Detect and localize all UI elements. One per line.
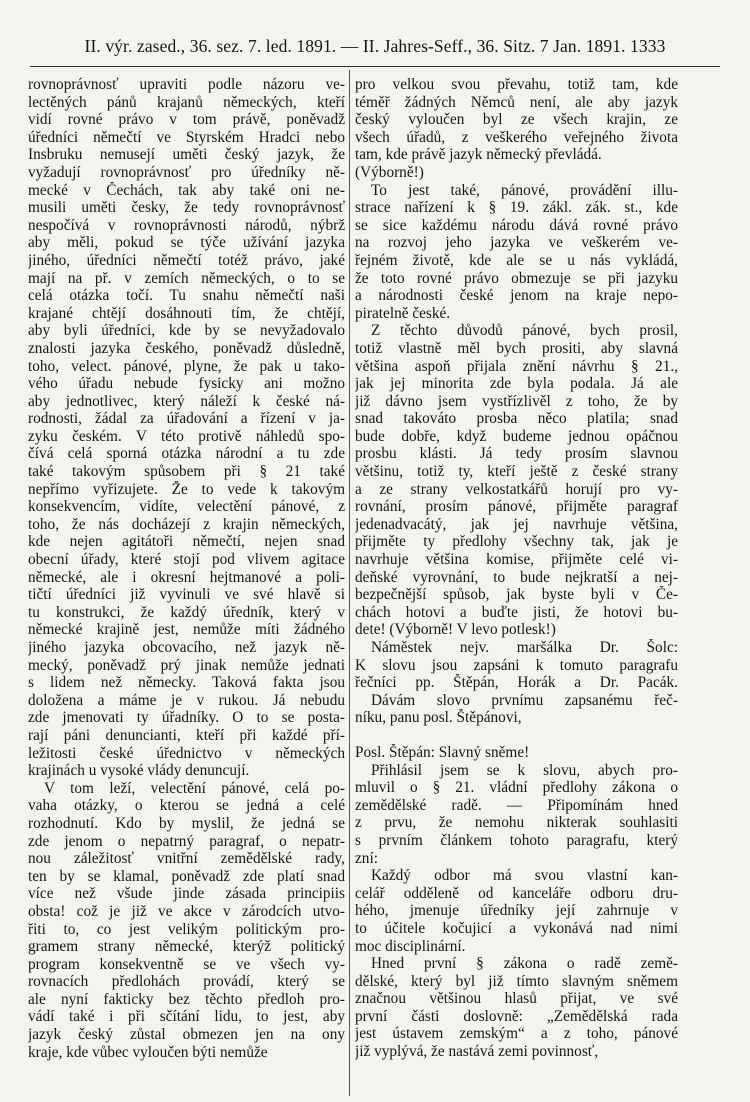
text-line: (Výborně!) bbox=[355, 163, 424, 181]
text-line: ten by se klamal, poněvadž zde platí snad bbox=[28, 867, 345, 885]
text-line: a ze strany velkostatkářů horují pro vy- bbox=[355, 480, 678, 498]
text-line: mají na př. v zemích německých, o to se bbox=[28, 269, 345, 287]
text-line: přijměte ty předlohy všechny tak, jak je bbox=[355, 533, 678, 551]
text-line: znalosti jazyka českého, poněvadž důsledně, bbox=[28, 339, 345, 357]
text-line: K slovu jsou zapsáni k tomuto paragrafu bbox=[355, 656, 678, 674]
text-line: celá otázka točí. Tu snahu němečtí naši bbox=[28, 287, 345, 305]
text-line: Z těchto důvodů pánové, bych prosil, bbox=[371, 322, 678, 340]
text-line: prosbu klásti. Já tedy prosím slavnou bbox=[355, 445, 678, 463]
text-line bbox=[355, 727, 678, 744]
column-divider bbox=[349, 70, 350, 1096]
text-line: Každý odbor má svou vlastní kan- bbox=[371, 867, 678, 885]
text-line: toho, že nás docházejí z krajin německých, bbox=[28, 515, 345, 533]
text-line: vidí rovné právo v tom právě, poněvadž bbox=[28, 111, 345, 129]
text-line: moc disciplinární. bbox=[355, 937, 466, 955]
text-line: již dávno jsem vystřízlivěl z toho, že by bbox=[355, 392, 678, 410]
text-line: nou záležitosť vnitřní zemědělské rady, bbox=[28, 850, 345, 868]
text-line: zemědělské radě. — Připomínám hned bbox=[355, 796, 678, 814]
text-line: mecký, poněvadž prý jinak nemůže jednati bbox=[28, 656, 345, 674]
text-line: Dávám slovo prvnímu zapsanému řeč- bbox=[371, 691, 678, 709]
text-line: toho, velect. pánové, plyne, že pak u tako- bbox=[28, 357, 345, 375]
text-line: zní: bbox=[355, 849, 378, 867]
text-line: vyžadují rovnoprávnosť pro úředníky ně- bbox=[28, 163, 345, 181]
text-line: dete! (Výborně! V levo potlesk!) bbox=[355, 621, 556, 639]
text-line: řiti to, co jest velikým politickým pro- bbox=[28, 920, 345, 938]
text-line: deňské vyrovnání, to bude nejkratší a nej- bbox=[355, 568, 678, 586]
text-line: se sice každému národu dává rovné právo bbox=[355, 216, 678, 234]
text-line: již vyplývá, že nastává zemi povinnosť, bbox=[355, 1043, 599, 1061]
text-line: strace nařízení k § 19. zákl. zák. st., kde bbox=[355, 199, 678, 217]
text-line: mecké v Čechách, tak aby také oni ne- bbox=[28, 181, 345, 199]
text-line: ale nyní fakticky bez těchto předloh pro- bbox=[28, 990, 345, 1008]
text-line: rovnání, prosím pánové, přijměte paragraf bbox=[355, 498, 678, 516]
text-line: na rozvoj jeho jazyka ve veškerém ve- bbox=[355, 234, 678, 252]
text-line: aby jednotlivec, který náleží k české ná- bbox=[28, 392, 345, 410]
text-line: kraje, kde vůbec vyloučen býti nemůže bbox=[28, 1043, 268, 1061]
text-line: zde jmenovati ty úřadníky. O to se posta- bbox=[28, 709, 345, 727]
text-line: bezpečnější spůsob, jak byste byli v Če- bbox=[355, 586, 678, 604]
text-line: jedenadvacátý, jak jej navrhuje většina, bbox=[355, 515, 678, 533]
text-line: rozhodnutí. Kdo by myslil, že jedná se bbox=[28, 814, 345, 832]
text-line: čívá celá sporná otázka národní a tu zde bbox=[28, 445, 345, 463]
text-line: aby měli, pokud se týče užívání jazyka bbox=[28, 234, 345, 252]
text-line: více než všude jinde zásada principiis bbox=[28, 885, 345, 903]
text-line: rají páni denuncianti, kteří při každé pří- bbox=[28, 726, 345, 744]
left-column bbox=[28, 76, 345, 1086]
text-line: většinu, totiž ty, kteří ještě z české strany bbox=[355, 463, 678, 481]
text-line: bude dobře, když budeme jednou opáčnou bbox=[355, 427, 678, 445]
text-line: doložena a máme je v rukou. Já nebudu bbox=[28, 691, 345, 709]
text-line: Hned první § zákona o radě země- bbox=[371, 955, 678, 973]
text-line: Náměstek nejv. maršálka Dr. Šolc: bbox=[371, 639, 678, 656]
text-line: krajinách u vysoké vlády denuncují. bbox=[28, 762, 250, 780]
text-line: Insbruku nemusejí uměti český jazyk, že bbox=[28, 146, 345, 164]
text-line: rovnacích předlohách provádí, který se bbox=[28, 973, 345, 991]
text-line: nepřímo vyřizujete. Že to vede k takovým bbox=[28, 480, 345, 498]
text-line: z prvu, že nemohu nikterak souhlasiti bbox=[355, 814, 678, 832]
running-header: II. výr. zased., 36. sez. 7. led. 1891. — II. Jahres-Seff., 36. Sitz. 7 Jan. 1891. 1333 bbox=[84, 36, 666, 56]
text-line: lectěných pánů krajanů německých, kteří bbox=[28, 93, 345, 111]
text-line: musili uměti česky, že tedy rovnoprávnosť bbox=[28, 199, 345, 217]
text-line: český vyloučen byl ze všech krajin, ze bbox=[355, 111, 678, 129]
text-line: aby byli úředníci, kde by se nevyžadovalo bbox=[28, 322, 345, 340]
text-line: že toto rovné právo obmezuje se při jazyku bbox=[355, 269, 678, 287]
text-line: tičtí úředníci již vyvinuli ve své hlavě si bbox=[28, 586, 345, 604]
text-line: první části doslovně: „Zemědělská rada bbox=[355, 1007, 678, 1025]
text-line: totiž vlastně měl bych prositi, aby slavná bbox=[355, 339, 678, 357]
text-line: zde jenom o nepatrný paragraf, o nepatr- bbox=[28, 832, 345, 850]
text-line: úředníci němečtí ve Styrském Hradci nebo bbox=[28, 128, 345, 146]
text-line: hého, jmenuje úředníky její zahrnuje v bbox=[355, 902, 678, 920]
text-line: vádí také i při sčítání lidu, to jest, aby bbox=[28, 1008, 345, 1026]
text-line: pro velkou svou převahu, totiž tam, kde bbox=[355, 76, 678, 93]
text-line: gramem strany německé, kterýž politický bbox=[28, 938, 345, 956]
text-line: Posl. Štěpán: Slavný sněme! bbox=[355, 743, 530, 761]
text-line: snad takováto prosba něco platila; snad bbox=[355, 410, 678, 428]
text-line: s lidem než německy. Taková fakta jsou bbox=[28, 674, 345, 692]
text-line: piratelně české. bbox=[355, 304, 451, 322]
text-line: všech úřadů, z veškerého veřejného života bbox=[355, 128, 678, 146]
text-line: To jest také, pánové, provádění illu- bbox=[371, 181, 678, 199]
text-line: obecní úřady, které stojí pod vlivem agitace bbox=[28, 551, 345, 569]
text-line: a národnosti české jenom na kraje nepo- bbox=[355, 287, 678, 305]
text-line: jazyk český zůstal obmezen jen na ony bbox=[28, 1026, 345, 1044]
text-line: řečníci pp. Štěpán, Horák a Dr. Pacák. bbox=[355, 674, 678, 692]
text-line: program konsekventně se ve všech vy- bbox=[28, 955, 345, 973]
text-line: většina aspoň přijala znění návrhu § 21., bbox=[355, 357, 678, 375]
text-line: rovnoprávnosť upraviti podle názoru ve- bbox=[28, 76, 345, 93]
text-line: níku, panu posl. Štěpánovi, bbox=[355, 709, 522, 727]
text-line: zyku českém. V této protivě náhledů spo- bbox=[28, 427, 345, 445]
text-line: jak jej minorita zde byla podala. Já ale bbox=[355, 375, 678, 393]
text-line: krajané chtějí dosáhnouti tím, že chtějí, bbox=[28, 304, 345, 322]
text-line: Přihlásil jsem se k slovu, abych pro- bbox=[371, 761, 678, 779]
text-line: to účitele kočujicí a vykonává nad nimi bbox=[355, 919, 678, 937]
text-line: kde nejen agitátoři němečtí, nejen snad bbox=[28, 533, 345, 551]
text-line: dělské, který byl již tímto slavným sněmem bbox=[355, 972, 678, 990]
text-line: jest ústavem zemským“ a z toho, pánové bbox=[355, 1025, 678, 1043]
text-line: konsekvencím, vidíte, velectění pánové, z bbox=[28, 498, 345, 516]
text-line: tam, kde právě jazyk německý převládá. bbox=[355, 146, 602, 164]
text-line: řejném životě, kde ale se u nás vykládá, bbox=[355, 251, 678, 269]
text-line: navrhuje většina komise, přijměte celé vi- bbox=[355, 551, 678, 569]
text-line: značnou většinou hlasů přijat, ve své bbox=[355, 990, 678, 1008]
text-line: V tom leží, velectění pánové, celá po- bbox=[44, 779, 345, 797]
text-line: německé krajině jest, nemůže míti žádného bbox=[28, 621, 345, 639]
text-line: také takovým spůsobem při § 21 také bbox=[28, 463, 345, 481]
text-line: mluvil o § 21. vládní předlohy zákona o bbox=[355, 779, 678, 797]
text-line: vého úřadu nebude fysicky ani možno bbox=[28, 375, 345, 393]
right-column bbox=[355, 76, 678, 1086]
text-line: chách hotovi a buďte jisti, že hotovi bu- bbox=[355, 603, 678, 621]
text-line: ležitosti české úřednictvo v německých bbox=[28, 744, 345, 762]
text-line: jiného, úředníci němečtí totéž právo, jaké bbox=[28, 251, 345, 269]
text-line: jiného jazyka obcovacího, než jazyk ně- bbox=[28, 639, 345, 656]
text-line: s prvním článkem tohoto paragrafu, který bbox=[355, 831, 678, 849]
text-line: rodnosti, žádal za úřadování a řízení v ja- bbox=[28, 410, 345, 428]
text-line: nespočívá v rovnoprávnosti národů, nýbrž bbox=[28, 216, 345, 234]
header-rule bbox=[30, 66, 720, 67]
text-line: německé, ale i okresní hejtmanové a poli- bbox=[28, 568, 345, 586]
text-line: vaha otázky, o kterou se jedná a celé bbox=[28, 797, 345, 815]
text-line: téměř žádných Němců není, ale aby jazyk bbox=[355, 93, 678, 111]
text-line: obsta! což je již ve akce v zárodcích utvo- bbox=[28, 902, 345, 920]
text-line: tu konstrukci, že každý úředník, který v bbox=[28, 603, 345, 621]
text-line: celář odděleně od kanceláře odboru dru- bbox=[355, 884, 678, 902]
